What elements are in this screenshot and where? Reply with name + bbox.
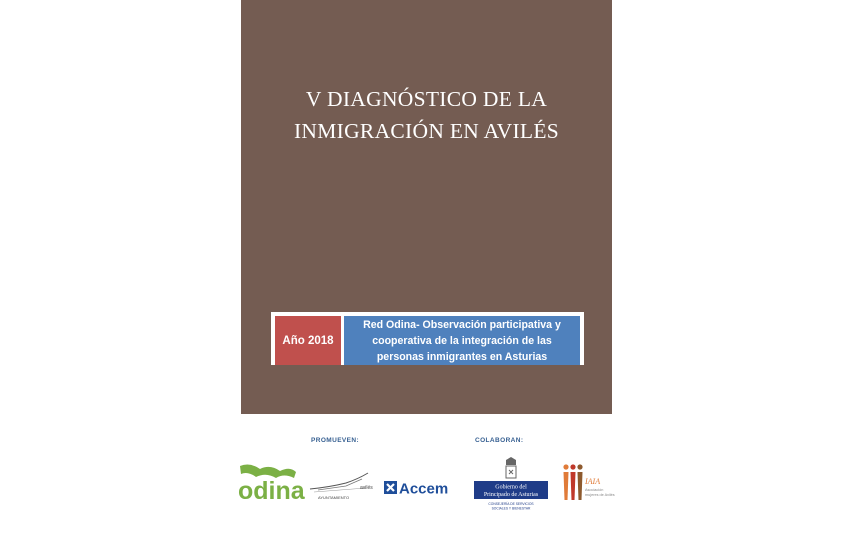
accem-text: Accem xyxy=(399,480,449,498)
document-title xyxy=(241,83,612,147)
iaia-text: IAIA xyxy=(585,477,601,486)
description-box xyxy=(344,316,580,365)
ayuntamiento-aviles-logo xyxy=(308,470,374,502)
desc-line-2: cooperativa de la integración de las xyxy=(372,335,552,347)
iaia-sub-1: Asociación xyxy=(585,488,604,492)
ayuntamiento-text: AYUNTAMIENTO xyxy=(318,495,350,500)
gobierno-sub-1: CONSEJERÍA DE SERVICIOS xyxy=(488,502,534,506)
title-line-2: INMIGRACIÓN EN AVILÉS xyxy=(293,119,560,143)
gobierno-line-1: Gobierno del xyxy=(495,484,527,491)
accem-logo xyxy=(383,478,461,498)
desc-line-1: Red Odina- Observación participativa y xyxy=(363,319,561,331)
aviles-text: avilés xyxy=(360,485,373,491)
title-line-1: V DIAGNÓSTICO DE LA xyxy=(305,87,548,111)
promueven-label: PROMUEVEN: xyxy=(311,437,360,444)
iaia-sub-2: mujeres de Avilés xyxy=(585,493,615,497)
gobierno-line-2: Principado de Asturias xyxy=(483,492,539,498)
odina-logo xyxy=(236,460,305,505)
gobierno-sub-2: SOCIALES Y BIENESTAR xyxy=(491,506,531,511)
colaboran-label: COLABORAN: xyxy=(475,437,524,444)
iaia-logo xyxy=(560,462,616,506)
gobierno-asturias-logo xyxy=(473,457,549,515)
year-box: Año 2018 xyxy=(275,316,341,365)
desc-line-3: personas inmigrantes en Asturias xyxy=(376,351,548,363)
odina-logo-text: odina xyxy=(238,477,305,505)
